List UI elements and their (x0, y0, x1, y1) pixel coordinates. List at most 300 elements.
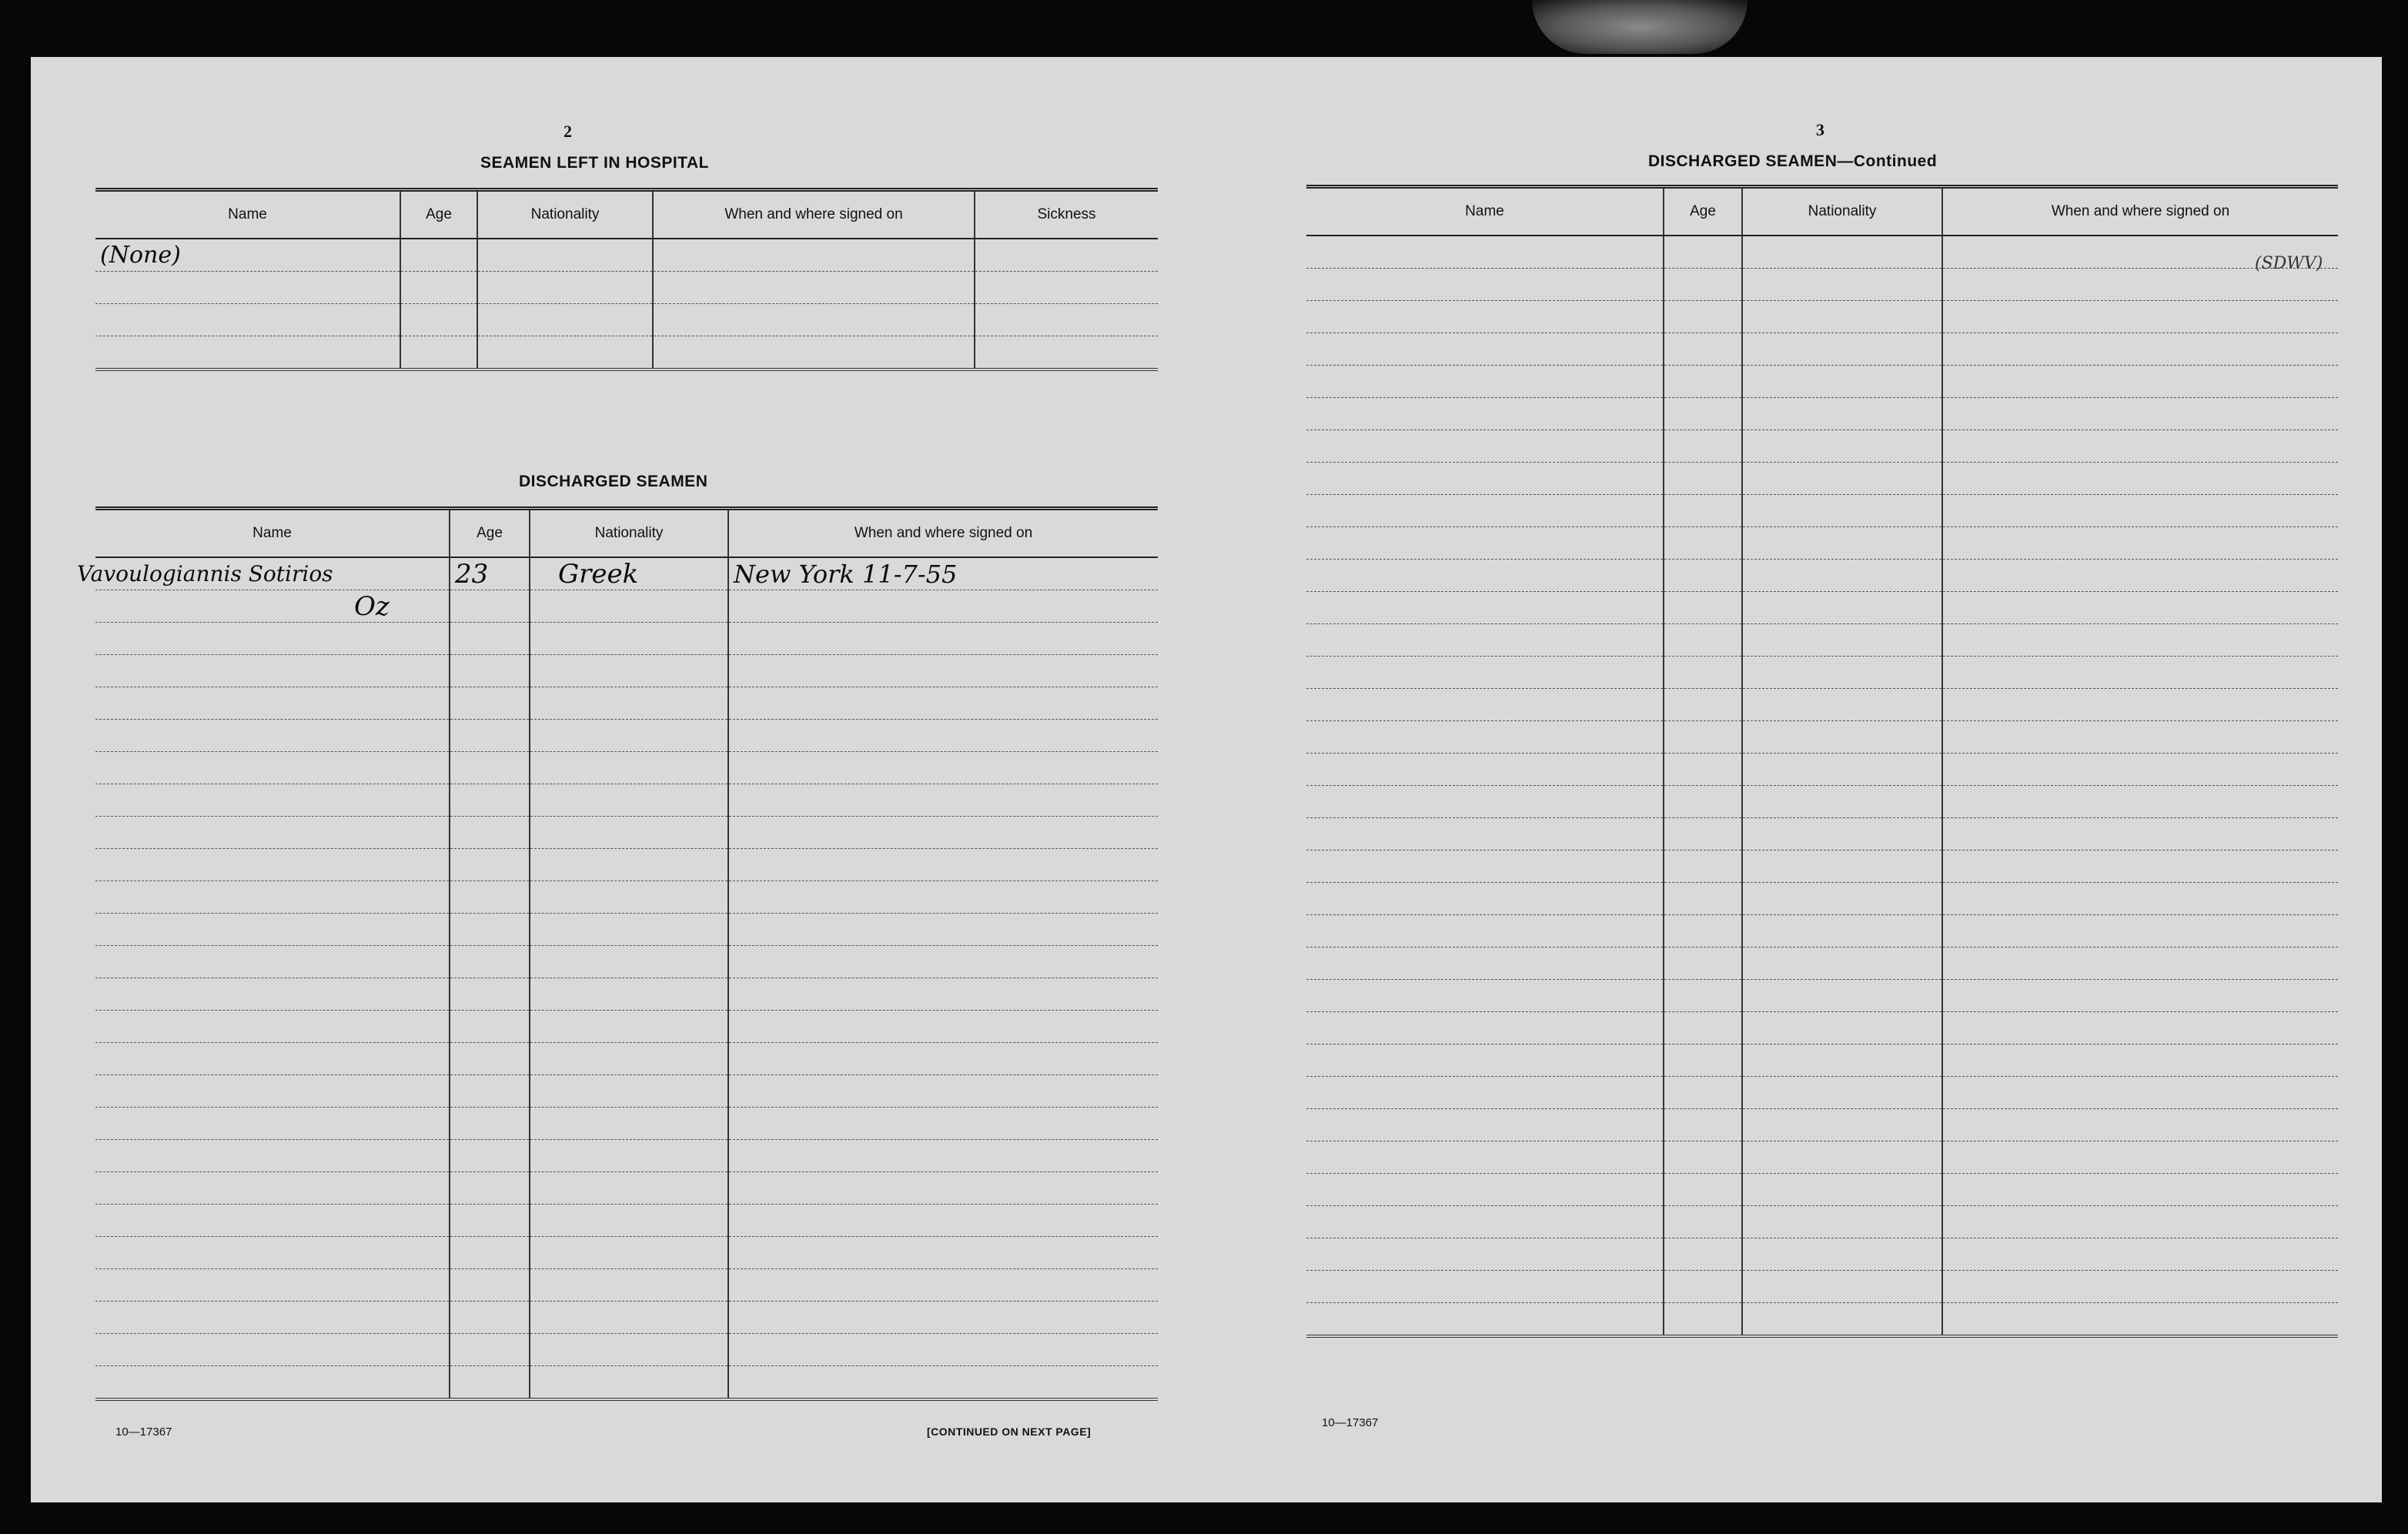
page-number: 3 (1816, 120, 1824, 139)
hospital-table (95, 188, 1158, 371)
table-row (1306, 818, 2338, 851)
table-cell (1942, 592, 2338, 624)
table-cell (728, 1302, 1158, 1334)
table-cell (450, 623, 530, 655)
table-cell (1664, 236, 1742, 269)
table-cell (1742, 1077, 1942, 1109)
table-row (1306, 495, 2338, 527)
table-cell (1306, 1141, 1664, 1174)
table-cell (1664, 1044, 1742, 1077)
table-cell (1306, 689, 1664, 721)
margin-note: (SDWV) (2255, 254, 2323, 273)
table-row (1306, 1044, 2338, 1077)
table-cell (1942, 333, 2338, 366)
table-cell (653, 336, 975, 370)
table-row (95, 687, 1158, 720)
table-cell (95, 655, 450, 687)
table-row (95, 881, 1158, 914)
table-cell (477, 336, 653, 370)
table-cell (1742, 430, 1942, 463)
table-cell (450, 752, 530, 784)
table-cell (450, 1011, 530, 1043)
table-cell (1306, 915, 1664, 947)
table-cell (95, 946, 450, 978)
table-row (95, 655, 1158, 687)
table-cell (450, 881, 530, 914)
continued-note: [CONTINUED ON NEXT PAGE] (927, 1425, 1092, 1438)
table-cell (450, 655, 530, 687)
table-cell (975, 239, 1158, 272)
table-cell (450, 946, 530, 978)
table-cell (530, 590, 728, 623)
table-cell (1664, 721, 1742, 754)
table-cell (1742, 495, 1942, 527)
table-cell (1306, 721, 1664, 754)
table-cell (450, 590, 530, 623)
table-cell (1664, 1109, 1742, 1141)
discharged-section-title: DISCHARGED SEAMEN (519, 473, 708, 490)
table-cell (450, 720, 530, 752)
col-signed-on: When and where signed on (1942, 187, 2338, 236)
table-cell (1664, 560, 1742, 592)
table-cell (450, 1334, 530, 1366)
table-cell (95, 1237, 450, 1269)
table-cell (530, 946, 728, 978)
table-cell (530, 1205, 728, 1237)
table-row (95, 1075, 1158, 1108)
table-row (95, 623, 1158, 655)
table-cell (400, 272, 477, 304)
table-cell (1942, 915, 2338, 947)
table-cell (477, 304, 653, 336)
table-cell (1306, 398, 1664, 430)
table-cell (450, 1366, 530, 1400)
table-cell (1742, 333, 1942, 366)
discharged-nationality-cell (530, 557, 728, 590)
table-row (95, 304, 1158, 336)
table-row (95, 1237, 1158, 1269)
table-cell (95, 1011, 450, 1043)
table-cell (530, 1075, 728, 1108)
table-cell (1942, 398, 2338, 430)
table-cell (1664, 1012, 1742, 1044)
table-row (95, 978, 1158, 1011)
table-row (95, 1140, 1158, 1172)
table-cell (530, 720, 728, 752)
table-cell (400, 336, 477, 370)
table-cell (1742, 980, 1942, 1012)
table-cell (1942, 495, 2338, 527)
table-cell (1306, 851, 1664, 883)
table-cell (95, 752, 450, 784)
table-cell (1942, 624, 2338, 657)
discharged-rating-cell (95, 590, 450, 623)
col-nationality: Nationality (530, 509, 728, 558)
table-cell (450, 1108, 530, 1140)
table-cell (1742, 1044, 1942, 1077)
table-cell (1942, 786, 2338, 818)
table-cell (975, 304, 1158, 336)
right-page (1206, 57, 2382, 1502)
table-row (1306, 721, 2338, 754)
table-row (95, 1366, 1158, 1400)
table-cell (530, 1269, 728, 1302)
table-row (1306, 560, 2338, 592)
table-row (95, 336, 1158, 370)
col-age: Age (400, 190, 477, 239)
left-page (31, 57, 1206, 1502)
table-cell (1742, 560, 1942, 592)
table-row (1306, 269, 2338, 301)
table-cell (95, 978, 450, 1011)
table-cell (1742, 721, 1942, 754)
table-cell (1306, 463, 1664, 495)
table-row (1306, 754, 2338, 786)
table-cell (1664, 527, 1742, 560)
table-cell (1742, 463, 1942, 495)
table-cell (728, 978, 1158, 1011)
table-row (1306, 980, 2338, 1012)
table-cell (95, 1205, 450, 1237)
table-cell (1942, 1044, 2338, 1077)
table-cell (1942, 980, 2338, 1012)
table-row (95, 720, 1158, 752)
table-cell (1664, 1206, 1742, 1238)
table-cell (1742, 851, 1942, 883)
table-cell (95, 849, 450, 881)
table-cell (1942, 721, 2338, 754)
col-name: Name (95, 509, 450, 558)
table-cell (530, 1366, 728, 1400)
table-row (1306, 366, 2338, 398)
table-cell (1742, 883, 1942, 915)
table-cell (1664, 786, 1742, 818)
table-row (95, 849, 1158, 881)
table-cell (1942, 527, 2338, 560)
table-cell (1664, 1174, 1742, 1206)
col-name: Name (95, 190, 400, 239)
table-cell (728, 1237, 1158, 1269)
col-nationality: Nationality (477, 190, 653, 239)
table-cell (1742, 624, 1942, 657)
table-row (1306, 301, 2338, 333)
table-cell (1306, 1077, 1664, 1109)
table-cell (1942, 366, 2338, 398)
table-cell (1664, 1141, 1742, 1174)
table-cell (1942, 1238, 2338, 1271)
table-cell (95, 304, 400, 336)
table-cell (1942, 463, 2338, 495)
table-cell (95, 1108, 450, 1140)
handwritten-rating: Oz (354, 590, 390, 622)
table-cell (95, 623, 450, 655)
table-cell (450, 849, 530, 881)
table-cell (450, 1302, 530, 1334)
table-cell (1742, 657, 1942, 689)
table-cell (95, 1366, 450, 1400)
table-cell (1664, 915, 1742, 947)
table-cell (728, 590, 1158, 623)
table-cell (95, 1334, 450, 1366)
table-cell (95, 272, 400, 304)
table-cell (975, 272, 1158, 304)
table-cell (1306, 754, 1664, 786)
table-cell (1664, 754, 1742, 786)
table-cell (95, 784, 450, 817)
table-cell (728, 687, 1158, 720)
table-cell (450, 1269, 530, 1302)
table-row (1306, 851, 2338, 883)
table-cell (1306, 527, 1664, 560)
table-cell (1742, 1206, 1942, 1238)
table-cell (1942, 657, 2338, 689)
col-sickness: Sickness (975, 190, 1158, 239)
bleed-through (446, 149, 451, 169)
handwritten-none: (None) (100, 242, 181, 269)
table-cell (728, 1334, 1158, 1366)
table-cell (1306, 430, 1664, 463)
table-cell (530, 881, 728, 914)
table-cell (728, 946, 1158, 978)
table-cell (1306, 1012, 1664, 1044)
table-cell (728, 752, 1158, 784)
table-cell (1664, 592, 1742, 624)
table-cell (1306, 657, 1664, 689)
table-cell (530, 752, 728, 784)
table-row (1306, 333, 2338, 366)
table-cell (1306, 624, 1664, 657)
table-row (95, 239, 1158, 272)
table-cell (1742, 754, 1942, 786)
table-cell (450, 1043, 530, 1075)
table-cell (1306, 883, 1664, 915)
table-row (95, 590, 1158, 623)
table-cell (1664, 463, 1742, 495)
table-cell (530, 784, 728, 817)
table-cell (728, 914, 1158, 946)
table-cell (1942, 1141, 2338, 1174)
table-row (1306, 689, 2338, 721)
page-number: 2 (564, 122, 572, 141)
table-cell (1742, 527, 1942, 560)
table-cell (1942, 1109, 2338, 1141)
table-row (95, 1108, 1158, 1140)
table-cell (1664, 1303, 1742, 1337)
col-nationality: Nationality (1742, 187, 1942, 236)
table-cell (530, 1043, 728, 1075)
table-row (95, 752, 1158, 784)
table-row (1306, 915, 2338, 947)
table-cell (1664, 883, 1742, 915)
table-row (1306, 527, 2338, 560)
table-cell (450, 1172, 530, 1205)
hospital-header-row (95, 190, 1158, 239)
table-cell (477, 239, 653, 272)
table-row (95, 1043, 1158, 1075)
table-row (1306, 1271, 2338, 1303)
table-cell (530, 1334, 728, 1366)
table-cell (1942, 689, 2338, 721)
table-row (95, 1205, 1158, 1237)
table-cell (530, 849, 728, 881)
table-cell (1306, 366, 1664, 398)
table-cell (95, 1172, 450, 1205)
table-cell (1742, 1109, 1942, 1141)
discharged-name-cell (77, 557, 450, 590)
table-cell (450, 1140, 530, 1172)
table-cell (1942, 1271, 2338, 1303)
table-cell (1742, 398, 1942, 430)
table-cell (1942, 1206, 2338, 1238)
discharged-continued-title: DISCHARGED SEAMEN—Continued (1648, 152, 1938, 170)
table-cell (477, 272, 653, 304)
table-row (95, 784, 1158, 817)
table-cell (530, 817, 728, 849)
table-cell (1942, 851, 2338, 883)
handwritten-name: Vavoulogiannis Sotirios (77, 561, 333, 587)
table-row (95, 1172, 1158, 1205)
table-cell (1664, 1271, 1742, 1303)
document-sheet (31, 57, 2382, 1502)
table-cell (95, 817, 450, 849)
table-cell (1664, 689, 1742, 721)
handwritten-age: 23 (455, 558, 489, 590)
table-cell (1664, 1238, 1742, 1271)
table-cell (728, 1108, 1158, 1140)
table-cell (1664, 301, 1742, 333)
table-row (1306, 592, 2338, 624)
table-row (1306, 624, 2338, 657)
scan-artifact (1532, 0, 1747, 54)
table-cell (1664, 851, 1742, 883)
table-cell (530, 978, 728, 1011)
table-cell (1306, 592, 1664, 624)
table-cell (95, 881, 450, 914)
table-cell (728, 1366, 1158, 1400)
table-cell (450, 784, 530, 817)
table-row (1306, 947, 2338, 980)
table-cell (450, 1237, 530, 1269)
discharged-age-cell (450, 557, 530, 590)
table-cell (1664, 624, 1742, 657)
table-cell (530, 655, 728, 687)
table-row (1306, 657, 2338, 689)
table-cell (728, 720, 1158, 752)
table-cell (653, 272, 975, 304)
table-cell (1664, 980, 1742, 1012)
table-row (1306, 430, 2338, 463)
table-cell (530, 914, 728, 946)
table-cell (728, 817, 1158, 849)
col-signed-on: When and where signed on (728, 509, 1158, 558)
table-cell (1742, 786, 1942, 818)
table-cell (530, 1302, 728, 1334)
table-cell (95, 720, 450, 752)
table-row (1306, 398, 2338, 430)
table-cell (1742, 1271, 1942, 1303)
table-cell (95, 1269, 450, 1302)
table-row (1306, 1238, 2338, 1271)
table-row (95, 914, 1158, 946)
table-cell (1942, 818, 2338, 851)
table-cell (1306, 818, 1664, 851)
table-row (1306, 1141, 2338, 1174)
table-cell (1742, 592, 1942, 624)
table-cell (1306, 980, 1664, 1012)
table-row (1306, 883, 2338, 915)
table-cell (1306, 560, 1664, 592)
table-cell (1742, 236, 1942, 269)
table-cell (728, 1140, 1158, 1172)
table-cell (400, 304, 477, 336)
hospital-section-title: SEAMEN LEFT IN HOSPITAL (480, 154, 709, 172)
table-cell (1942, 1077, 2338, 1109)
table-cell (450, 1075, 530, 1108)
table-cell (1306, 1174, 1664, 1206)
table-cell (1942, 430, 2338, 463)
table-cell (1742, 1012, 1942, 1044)
form-code: 10—17367 (115, 1425, 172, 1439)
table-cell (1306, 301, 1664, 333)
table-cell (530, 623, 728, 655)
table-cell (1942, 301, 2338, 333)
table-cell (1664, 1077, 1742, 1109)
table-cell (728, 623, 1158, 655)
discharged-continued-header-row (1306, 187, 2338, 236)
table-cell (1742, 366, 1942, 398)
table-cell (1742, 947, 1942, 980)
table-row (95, 272, 1158, 304)
table-cell (95, 914, 450, 946)
table-cell (728, 849, 1158, 881)
table-cell (530, 1172, 728, 1205)
table-row (95, 1011, 1158, 1043)
table-cell (1664, 495, 1742, 527)
table-row (1306, 236, 2338, 269)
table-cell (728, 1011, 1158, 1043)
table-row (1306, 1206, 2338, 1238)
table-cell (1306, 1238, 1664, 1271)
table-cell (450, 687, 530, 720)
table-cell (530, 1237, 728, 1269)
table-cell (1306, 1271, 1664, 1303)
discharged-header-row (95, 509, 1158, 558)
table-row (1306, 1012, 2338, 1044)
table-row (1306, 1174, 2338, 1206)
table-cell (1306, 1206, 1664, 1238)
form-code: 10—17367 (1322, 1416, 1379, 1429)
table-cell (1664, 947, 1742, 980)
table-row (95, 557, 1158, 590)
table-cell (530, 1140, 728, 1172)
table-row (95, 1269, 1158, 1302)
table-cell (1942, 754, 2338, 786)
table-cell (1664, 430, 1742, 463)
table-cell (1306, 786, 1664, 818)
table-cell (1742, 915, 1942, 947)
table-cell (728, 1172, 1158, 1205)
table-cell (95, 1302, 450, 1334)
table-cell (95, 687, 450, 720)
table-cell (1306, 333, 1664, 366)
col-signed-on: When and where signed on (653, 190, 975, 239)
table-cell (400, 239, 477, 272)
table-cell (1742, 689, 1942, 721)
col-age: Age (1664, 187, 1742, 236)
table-cell (1742, 1141, 1942, 1174)
table-row (1306, 786, 2338, 818)
table-cell (1306, 1109, 1664, 1141)
